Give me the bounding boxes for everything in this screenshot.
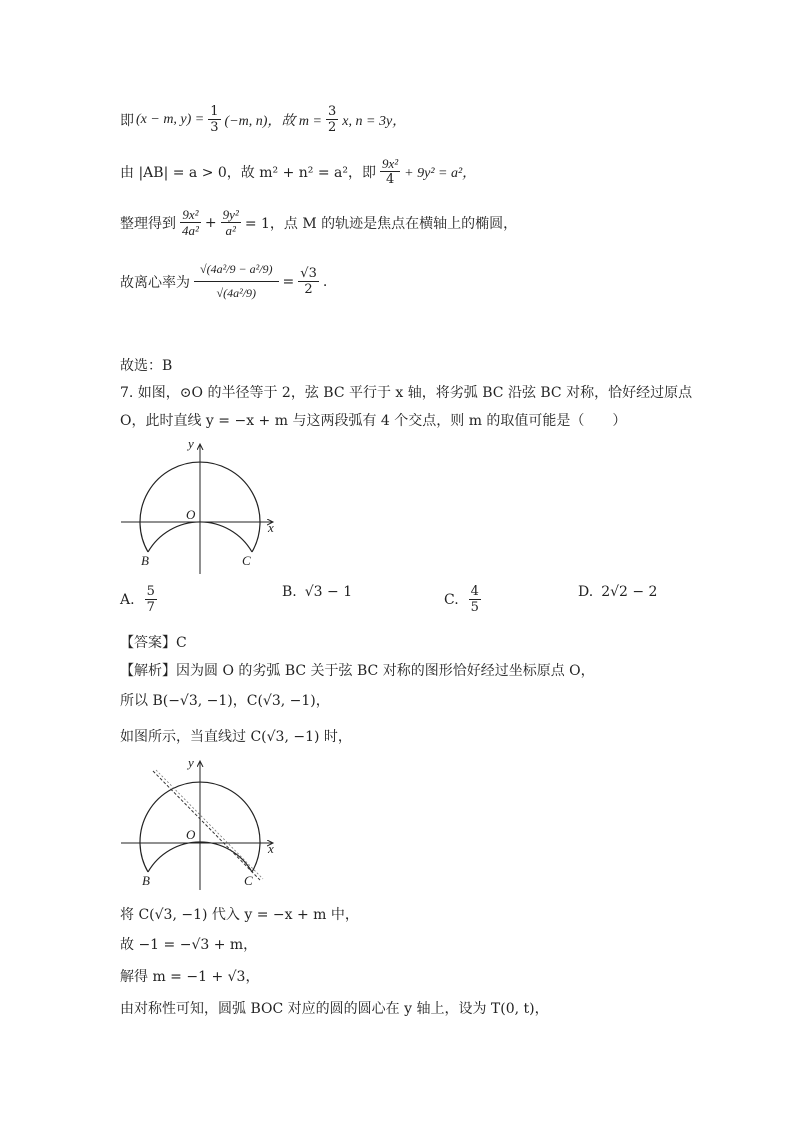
fraction-denominator: 7 (146, 600, 155, 615)
point-c-label: C (244, 873, 253, 888)
line3-tail: = 1，点 M 的轨迹是焦点在横轴上的椭圆， (244, 215, 518, 232)
fraction-numerator: 3 (328, 104, 337, 119)
x-label: x (268, 520, 274, 535)
fraction-numerator: √3 (300, 266, 317, 281)
line1-expr: (x − m, y) = (136, 111, 205, 127)
fraction-numerator: 9x² (182, 207, 199, 222)
choice-label: C. (444, 591, 459, 608)
question-7-line-2: O，此时直线 y = −x + m 与这两段弧有 4 个交点，则 m 的取值可能是（ ） (120, 413, 627, 429)
fraction-numerator: √(4a²/9 − a²/9) (194, 258, 279, 282)
equals-sign: = (282, 273, 295, 290)
line2-tail: + 9y² = a²， (404, 165, 477, 181)
line1-tail: x, n = 3y， (342, 113, 407, 129)
choice-fraction (469, 584, 481, 615)
x-label: x (268, 841, 274, 856)
line-through-c-shadow (156, 770, 263, 879)
fraction-denominator: 2 (328, 120, 337, 135)
point-c-label: C (242, 553, 251, 568)
choice-label: A. (120, 591, 135, 608)
line1-fraction (208, 104, 220, 135)
line-through-c (153, 771, 260, 880)
line1-expr2: (−m, n)，故 m = (224, 113, 322, 129)
origin-label: O (186, 507, 196, 522)
y-label: y (188, 436, 194, 451)
line2-fraction (380, 156, 400, 187)
choice-label: D. (578, 584, 594, 600)
fraction-denominator: √(4a²/9) (216, 286, 257, 300)
origin-label: O (186, 827, 196, 842)
point-b-label: B (142, 873, 150, 888)
explanation-line-7: 由对称性可知，圆弧 BOC 对应的圆的圆心在 y 轴上，设为 T(0, t)， (120, 1001, 549, 1017)
explanation-line-3: 如图所示，当直线过 C(√3, −1) 时， (120, 729, 352, 745)
question-7-line-1: 7. 如图，⊙O 的半径等于 2，弦 BC 平行于 x 轴，将劣弧 BC 沿弦 BC 对称，恰好经过原点 (120, 385, 693, 401)
result-fraction (298, 266, 319, 297)
explanation-line-4: 将 C(√3, −1) 代入 y = −x + m 中， (120, 907, 359, 923)
solution-line-4 (120, 258, 327, 305)
solution-line-1 (120, 104, 406, 135)
choice-label: B. (282, 584, 297, 600)
solution-line-3 (120, 207, 517, 238)
line4-prefix: 故离心率为 (120, 274, 190, 291)
answer-line: 【答案】C (120, 635, 187, 651)
plus-sign: + (204, 214, 217, 231)
choice-d[interactable] (578, 584, 657, 600)
line3-prefix: 整理得到 (120, 215, 176, 232)
eccentricity-fraction (194, 258, 279, 305)
period: . (322, 273, 328, 290)
choice-value: √3 − 1 (304, 584, 353, 600)
line3-fraction-1 (180, 207, 201, 238)
fraction-numerator: 5 (146, 584, 155, 599)
choice-c[interactable] (444, 584, 483, 615)
fraction-denominator: 2 (304, 282, 313, 297)
line3-fraction-2 (221, 207, 241, 238)
fraction-numerator: 9x² (382, 156, 399, 171)
fraction-numerator: 9y² (222, 207, 239, 222)
line2-text: 由 |AB| = a > 0，故 m² + n² = a²，即 (120, 164, 376, 181)
explanation-line-5: 故 −1 = −√3 + m， (120, 937, 258, 953)
explanation-line-6: 解得 m = −1 + √3， (120, 969, 260, 985)
choice-value: 2√2 − 2 (601, 584, 658, 600)
explanation-line-2: 所以 B(−√3, −1)，C(√3, −1)， (120, 693, 330, 709)
fraction-denominator: 5 (470, 600, 479, 615)
y-label: y (188, 755, 194, 770)
choice-fraction (145, 584, 157, 615)
choice-b[interactable] (282, 584, 352, 600)
fraction-denominator: 3 (210, 120, 219, 135)
line1-prefix: 即 (120, 112, 134, 129)
fraction-denominator: 4 (385, 172, 395, 187)
solution-figure (115, 755, 295, 895)
choice-a[interactable] (120, 584, 159, 615)
line1-fraction2 (326, 104, 338, 135)
fraction-denominator: a² (225, 223, 236, 238)
solution-line-2 (120, 156, 476, 187)
point-b-label: B (141, 553, 149, 568)
explanation-line-1: 【解析】因为圆 O 的劣弧 BC 关于弦 BC 对称的图形恰好经过坐标原点 O， (120, 663, 595, 679)
fraction-numerator: 1 (210, 104, 219, 119)
fraction-denominator: 4a² (182, 223, 199, 238)
choice-conclusion: 故选：B (120, 358, 173, 374)
question-figure (115, 432, 295, 577)
fraction-numerator: 4 (470, 584, 479, 599)
